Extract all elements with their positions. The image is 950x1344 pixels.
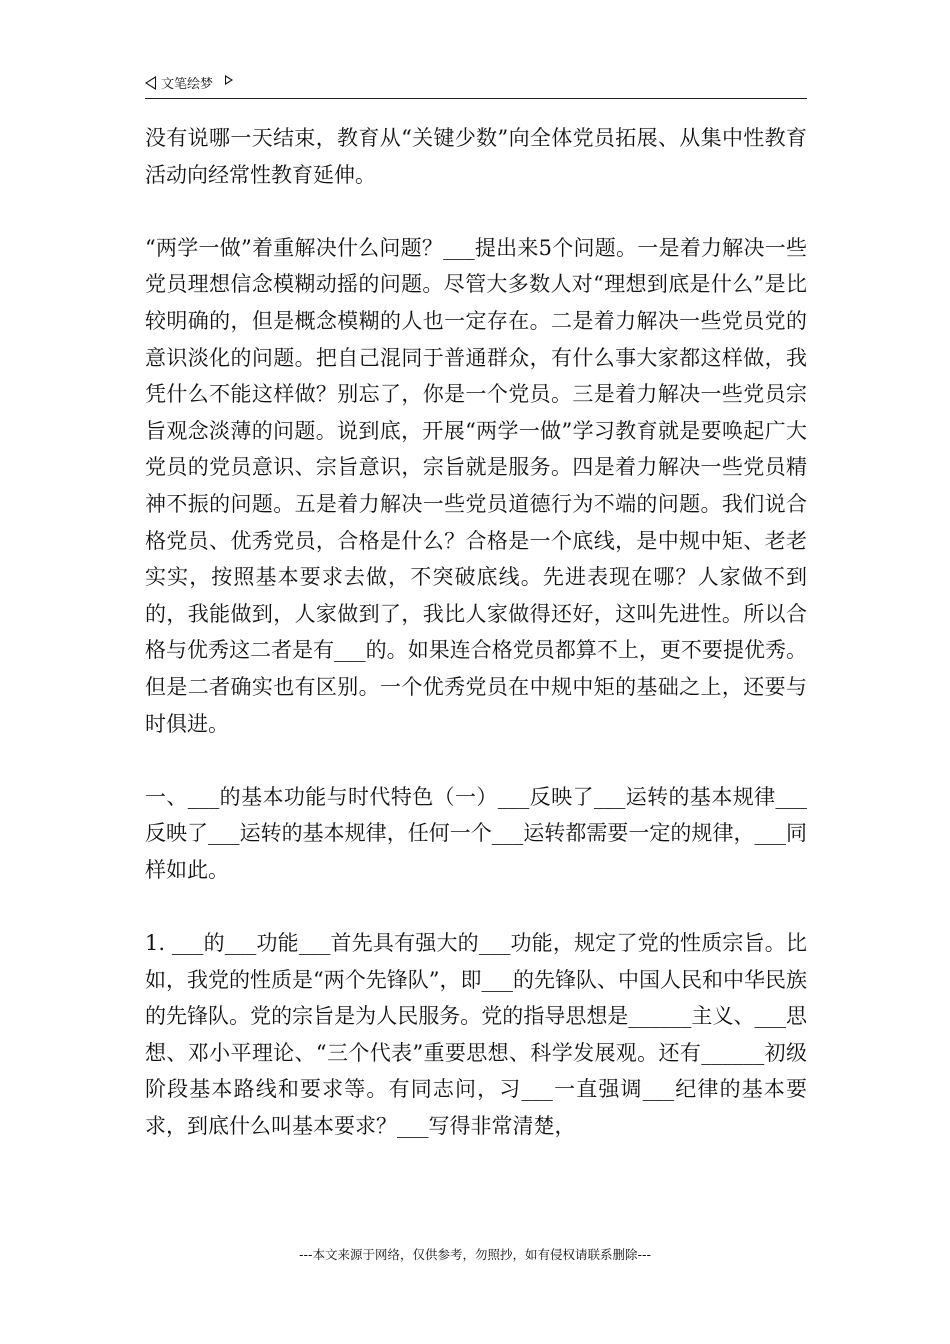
- paragraph-4: 1. ___的___功能___首先具有强大的___功能，规定了党的性质宗旨。比如，我党的性质是“两个先锋队”，即___的先锋队、中国人民和中华民族的先锋队。党的宗旨是为人民服务。党的指导思想是______主义、___思想、邓小平理论、“三个代表”重要思想、科学发展观。还有______初级阶段基本路线和要求等。有同志问，习___一直强调___纪律的基本要求，到底什么叫基本要求？___写得非常清楚，: [145, 931, 807, 1139]
- paragraph-3: 一、___的基本功能与时代特色（一）___反映了___运转的基本规律___反映了___运转的基本规律，任何一个___运转都需要一定的规律，___同样如此。: [145, 784, 807, 882]
- paragraph-spacer: [145, 888, 807, 925]
- triangle-right-icon: [225, 75, 233, 85]
- paragraph-spacer: [145, 193, 807, 230]
- document-body: [145, 120, 807, 1145]
- brand-name: 文笔绘梦: [161, 77, 214, 92]
- paragraph-spacer: [145, 742, 807, 779]
- page-header: [145, 70, 807, 99]
- paragraph-2: “两学一做”着重解决什么问题？___提出来5个问题。一是着力解决一些党员理想信念模糊动摇的问题。尽管大多数人对“理想到底是什么”是比较明确的，但是概念模糊的人也一定存在。二是着力解决一些党员党的意识淡化的问题。把自己混同于普通群众，有什么事大家都这样做，我凭什么不能这样做？别忘了，你是一个党员。三是着力解决一些党员宗旨观念淡薄的问题。说到底，开展“两学一做”学习教育就是要唤起广大党员的党员意识、宗旨意识，宗旨就是服务。四是着力解决一些党员精神不振的问题。五是着力解决一些党员道德行为不端的问题。我们说合格党员、优秀党员，合格是什么？合格是一个底线，是中规中矩、老老实实，按照基本要求去做，不突破底线。先进表现在哪？人家做不到的，我能做到，人家做到了，我比人家做得还好，这叫先进性。所以合格与优秀这二者是有___的。如果连合格党员都算不上，更不要提优秀。但是二者确实也有区别。一个优秀党员在中规中矩的基础之上，还要与时俱进。: [145, 235, 807, 736]
- paragraph-1: 没有说哪一天结束，教育从“关键少数”向全体党员拓展、从集中性教育活动向经常性教育延伸。: [145, 126, 807, 187]
- header-brand: [145, 73, 233, 92]
- footer-notice: ---本文来源于网络，仅供参考，勿照抄，如有侵权请联系删除---: [298, 1247, 652, 1262]
- triangle-left-icon: [145, 76, 156, 90]
